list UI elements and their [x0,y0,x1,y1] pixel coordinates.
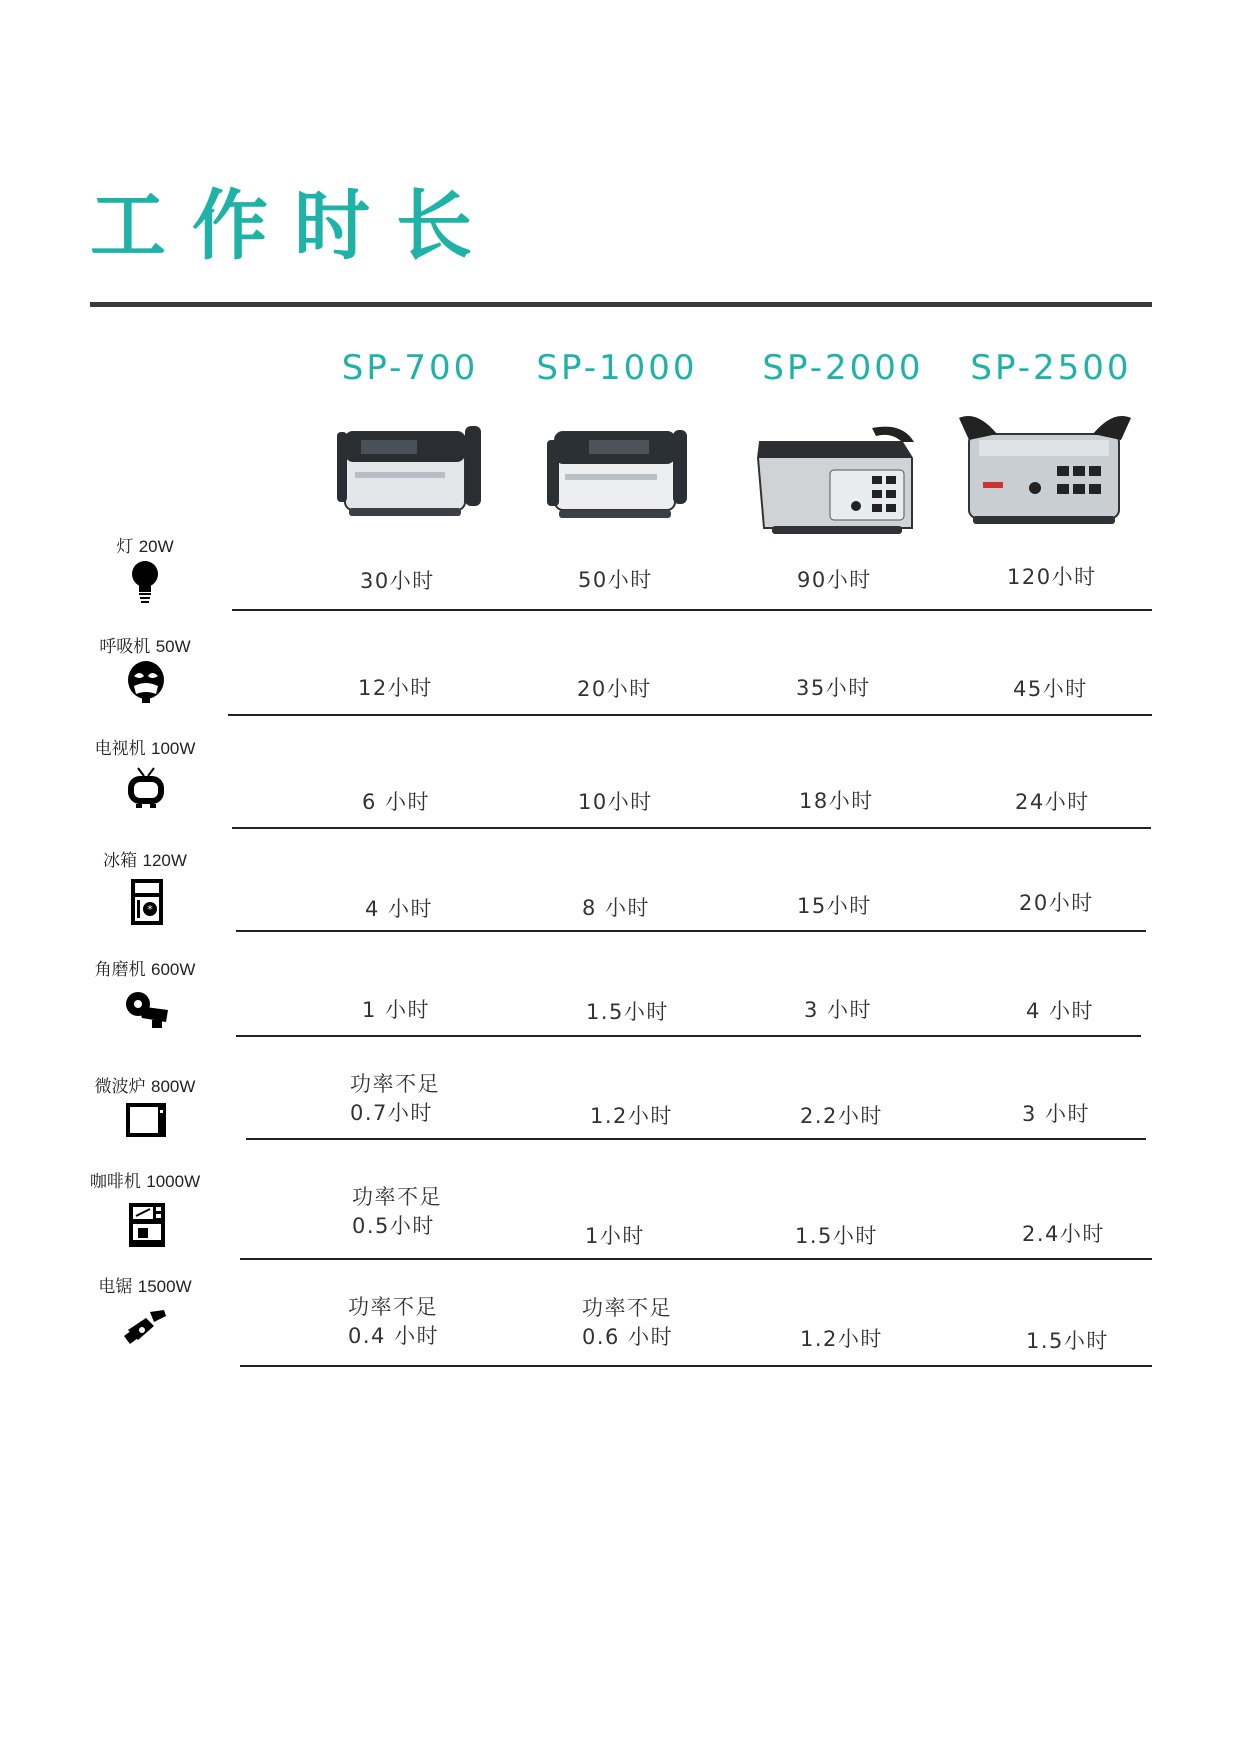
runtime-cell [362,996,430,1025]
runtime-cell [800,1102,883,1131]
runtime-value: 18小时 [799,789,874,813]
runtime-value: 120小时 [1007,565,1097,589]
runtime-cell [577,675,652,704]
runtime-value: 1.5小时 [586,1000,669,1024]
runtime-value: 2.2小时 [800,1104,883,1128]
row-divider [228,714,1152,716]
runtime-value: 90小时 [797,568,872,592]
product-image-sp2000 [752,418,922,543]
row-divider [232,609,1152,611]
runtime-value: 0.4 小时 [348,1324,440,1349]
runtime-value: 24小时 [1015,790,1090,814]
runtime-cell [800,1325,883,1354]
device-watt: 20W [138,537,174,556]
runtime-value: 50小时 [578,568,653,592]
runtime-value: 6 小时 [362,790,431,814]
microwave-icon [125,1102,167,1138]
runtime-cell [582,894,650,923]
runtime-value: 1.5小时 [795,1224,878,1248]
row-divider [236,930,1146,932]
runtime-cell [799,787,874,816]
page-title: 工作时长 [90,181,498,270]
row-divider [232,827,1151,829]
runtime-value: 15小时 [797,894,872,918]
runtime-cell [582,1294,673,1353]
device-name: 呼吸机 [99,637,151,657]
runtime-value: 0.7小时 [350,1101,433,1126]
runtime-cell [348,1293,439,1352]
runtime-cell [1026,997,1094,1026]
device-label-chainsaw [80,1272,210,1297]
lightbulb-icon [130,560,160,604]
device-watt: 100W [150,739,196,758]
runtime-value: 10小时 [578,790,653,814]
device-label-microwave [80,1072,210,1097]
runtime-cell [1007,563,1097,592]
device-name: 电锯 [98,1277,133,1297]
runtime-value: 20小时 [577,677,652,701]
runtime-cell [586,998,669,1027]
runtime-cell [578,788,653,817]
breathing-mask-icon [126,660,166,704]
runtime-cell [797,892,872,921]
device-label-angle-grinder [80,955,210,980]
runtime-cell [578,566,653,595]
device-watt: 1000W [146,1172,201,1191]
runtime-cell [1022,1100,1090,1129]
runtime-cell [360,567,435,596]
runtime-cell [1013,675,1088,704]
row-divider [246,1138,1146,1140]
runtime-cell [804,996,872,1025]
device-watt: 1500W [137,1277,192,1296]
runtime-cell [590,1102,673,1131]
runtime-value: 45小时 [1013,677,1088,701]
device-watt: 600W [150,960,196,979]
runtime-value: 0.6 小时 [582,1325,674,1350]
runtime-value: 4 小时 [1026,999,1095,1023]
title-divider [90,302,1152,307]
runtime-value: 20小时 [1019,891,1094,915]
runtime-cell [796,674,871,703]
model-header-sp2000: SP-2000 [762,348,924,388]
device-label-ventilator [80,632,210,657]
device-label-lamp [80,532,210,557]
product-image-sp700 [335,412,485,522]
insufficient-power-note: 功率不足 [582,1296,672,1320]
model-header-sp700: SP-700 [341,348,479,388]
runtime-value: 3 小时 [1022,1102,1091,1126]
device-name: 咖啡机 [89,1172,141,1192]
runtime-cell [350,1070,440,1129]
runtime-value: 1.2小时 [590,1104,673,1128]
runtime-value: 1.2小时 [800,1327,883,1351]
runtime-cell [795,1222,878,1251]
runtime-cell [362,788,430,817]
device-name: 冰箱 [103,851,138,871]
row-divider [240,1258,1152,1260]
model-header-sp2500: SP-2500 [970,348,1132,388]
device-watt: 800W [150,1077,196,1096]
device-name: 灯 [116,537,134,557]
fridge-icon [130,878,164,926]
runtime-value: 1.5小时 [1026,1329,1109,1353]
device-label-tv [80,734,210,759]
insufficient-power-note: 功率不足 [348,1295,438,1319]
runtime-cell [585,1222,645,1251]
device-name: 微波炉 [94,1077,146,1097]
runtime-cell [352,1183,442,1242]
runtime-cell [358,674,433,703]
runtime-value: 35小时 [796,676,871,700]
angle-grinder-icon [124,990,172,1030]
runtime-value: 8 小时 [582,896,651,920]
runtime-value: 1 小时 [362,998,431,1022]
insufficient-power-note: 功率不足 [350,1072,440,1096]
insufficient-power-note: 功率不足 [352,1185,442,1209]
runtime-cell [1022,1220,1105,1249]
tv-icon [126,766,166,810]
device-name: 电视机 [94,739,146,759]
product-image-sp2500 [955,410,1135,532]
runtime-cell [1026,1327,1109,1356]
row-divider [240,1365,1152,1367]
runtime-cell [365,895,433,924]
chainsaw-icon [120,1308,168,1348]
runtime-cell [797,566,872,595]
runtime-value: 30小时 [360,569,435,593]
runtime-cell [1019,889,1094,918]
device-watt: 50W [155,637,191,656]
runtime-cell [1015,788,1090,817]
runtime-value: 0.5小时 [352,1214,435,1239]
product-image-sp1000 [545,418,695,528]
runtime-value: 12小时 [358,676,433,700]
coffee-machine-icon [128,1202,166,1248]
device-label-coffee-machine [80,1167,210,1192]
runtime-value: 2.4小时 [1022,1222,1105,1246]
model-header-sp1000: SP-1000 [536,348,698,388]
runtime-value: 3 小时 [804,998,873,1022]
runtime-value: 1小时 [585,1224,645,1248]
device-name: 角磨机 [94,960,146,980]
runtime-value: 4 小时 [365,897,434,921]
device-label-fridge [80,846,210,871]
device-watt: 120W [142,851,187,870]
row-divider [236,1035,1141,1037]
svg-text:*: * [147,903,153,916]
